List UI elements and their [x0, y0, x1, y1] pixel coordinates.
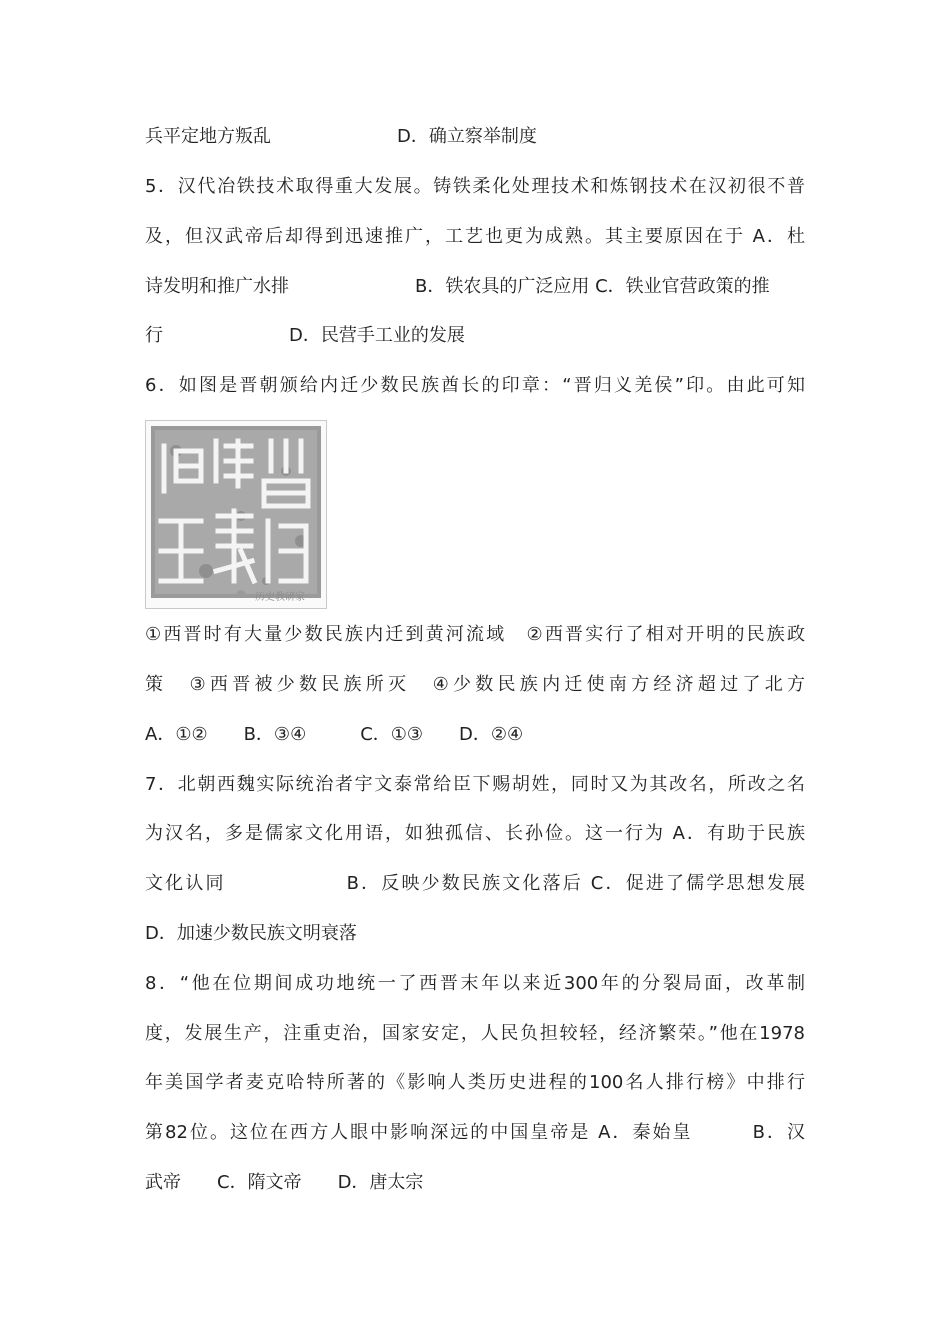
text-line-q6-choices-2: 策 ③西晋被少数民族所灭 ④少数民族内迁使南方经济超过了北方 [145, 674, 805, 695]
text-line-q5-options-2: 行 D．民营手工业的发展 [145, 325, 465, 346]
text-line-q5-stem-1: 5．汉代冶铁技术取得重大发展。铸铁柔化处理技术和炼钢技术在汉初很不普 [145, 176, 805, 197]
text-line-q6-options: A．①② B．③④ C．①③ D．②④ [145, 724, 524, 745]
text-line-q8-stem-4: 第82位。这位在西方人眼中影响深远的中国皇帝是 A．秦始皇 B．汉 [145, 1122, 805, 1143]
text-line-q8-stem-2: 度，发展生产，注重吏治，国家安定，人民负担较轻，经济繁荣。”他在1978 [145, 1023, 805, 1044]
seal-illustration [146, 421, 326, 608]
text-line-q7-stem-2: 为汉名，多是儒家文化用语，如独孤信、长孙俭。这一行为 A．有助于民族 [145, 823, 805, 844]
text-line-q7-options-1: 文化认同 B．反映少数民族文化落后 C．促进了儒学思想发展 [145, 873, 805, 894]
text-line-q4-options: 兵平定地方叛乱 D．确立察举制度 [145, 126, 537, 147]
text-line-q6-choices-1: ①西晋时有大量少数民族内迁到黄河流域 ②西晋实行了相对开明的民族政 [145, 624, 805, 645]
text-line-q7-options-2: D．加速少数民族文明衰落 [145, 923, 357, 944]
image-watermark: 历史教研家 [255, 592, 305, 603]
text-line-q8-options: 武帝 C．隋文帝 D．唐太宗 [145, 1172, 424, 1193]
text-line-q5-options-1: 诗发明和推广水排 B．铁农具的广泛应用 C．铁业官营政策的推 [145, 276, 770, 297]
text-line-q7-stem-1: 7．北朝西魏实际统治者宇文泰常给臣下赐胡姓，同时又为其改名，所改之名 [145, 774, 805, 795]
text-line-q8-stem-1: 8．“他在位期间成功地统一了西晋末年以来近300年的分裂局面，改革制 [145, 973, 805, 994]
wechat-icon [236, 589, 248, 599]
text-line-q6-stem: 6．如图是晋朝颁给内迁少数民族酋长的印章：“晋归义羌侯”印。由此可知 [145, 375, 805, 396]
seal-image [145, 420, 327, 609]
text-line-q8-stem-3: 年美国学者麦克哈特所著的《影响人类历史进程的100名人排行榜》中排行 [145, 1072, 805, 1093]
text-line-q5-stem-2: 及，但汉武帝后却得到迅速推广，工艺也更为成熟。其主要原因在于 A．杜 [145, 226, 805, 247]
